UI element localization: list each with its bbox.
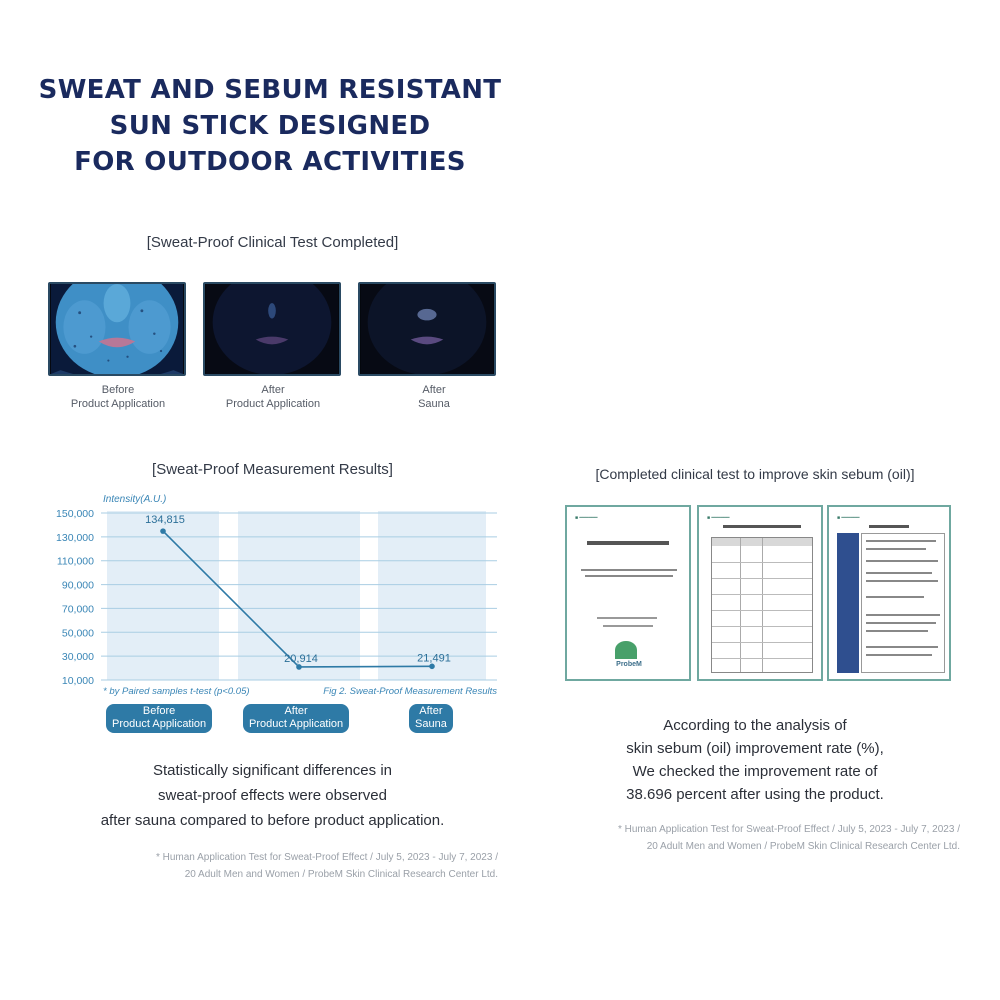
report-cover-document	[565, 505, 691, 681]
sweat-proof-chart	[50, 490, 510, 700]
right-conclusion: According to the analysis of skin sebum (oil) improvement rate (%), We checked the improvement rate of 38.696 percent after using the product.	[626, 717, 884, 803]
y-tick-label: 30,000	[61, 651, 94, 664]
photo-after-sauna	[358, 282, 496, 376]
line-chart	[50, 490, 510, 700]
pill-after-sauna: After Sauna	[409, 704, 453, 733]
y-tick-label: 150,000	[56, 508, 94, 520]
pill-before-application: Before Product Application	[106, 704, 212, 733]
doc-header-icon: ■ ━━━━━━	[837, 515, 860, 521]
headline	[0, 72, 540, 180]
doc-side-column	[837, 533, 859, 673]
caption-after-application: After Product Application	[225, 384, 321, 410]
y-tick-label: 10,000	[61, 675, 94, 687]
photo-before-application	[48, 282, 186, 376]
chart-caption: Fig 2. Sweat-Proof Measurement Results	[323, 686, 497, 697]
doc-table	[861, 533, 945, 673]
data-label: 21,491	[417, 652, 451, 665]
y-tick-label: 130,000	[56, 531, 94, 544]
doc-header-icon: ■ ━━━━━━	[575, 515, 598, 521]
pill-after-application: After Product Application	[243, 704, 349, 733]
probem-logo-icon	[615, 641, 637, 659]
left-footnote: * Human Application Test for Sweat-Proof Effect / July 5, 2023 - July 7, 2023 / 20 Adult Men and Women / ProbeM Skin Clinical Research Center Ltd.	[155, 852, 498, 880]
probem-logo-text: ProbeM	[616, 661, 642, 668]
data-label: 134,815	[145, 514, 185, 527]
left-conclusion: Statistically significant differences in sweat-proof effects were observed after sauna compared to before product application.	[100, 762, 445, 829]
doc-title-line	[587, 541, 669, 545]
measurement-title: [Sweat-Proof Measurement Results]	[152, 461, 393, 478]
doc-header-icon: ■ ━━━━━━	[707, 515, 730, 521]
headline-line-3: FOR OUTDOOR ACTIVITIES	[74, 147, 466, 177]
doc-title-line	[869, 525, 909, 528]
sebum-test-title: [Completed clinical test to improve skin sebum (oil)]	[595, 466, 915, 482]
doc-text-line	[603, 625, 653, 627]
data-label: 20,914	[284, 652, 318, 665]
y-axis-label: Intensity(A.U.)	[103, 494, 167, 505]
caption-before: Before Product Application	[70, 384, 166, 410]
report-summary-document	[827, 505, 951, 681]
doc-text-line	[597, 617, 657, 619]
report-table-document	[697, 505, 823, 681]
data-point	[429, 663, 435, 669]
doc-text-line	[585, 575, 673, 577]
y-tick-label: 50,000	[61, 627, 94, 640]
y-tick-label: 70,000	[61, 603, 94, 616]
right-footnote: * Human Application Test for Sweat-Proof Effect / July 5, 2023 - July 7, 2023 / 20 Adult Men and Women / ProbeM Skin Clinical Research Center Ltd.	[617, 824, 960, 852]
face-uv-image-icon	[360, 284, 494, 374]
y-tick-label: 110,000	[56, 555, 94, 568]
caption-after-sauna: After Sauna	[418, 384, 450, 410]
headline-line-1: SWEAT AND SEBUM RESISTANT	[38, 75, 502, 105]
photo-after-application	[203, 282, 341, 376]
chart-note: * by Paired samples t-test (p<0.05)	[103, 686, 250, 697]
clinical-test-title: [Sweat-Proof Clinical Test Completed]	[146, 234, 399, 251]
face-uv-image-icon	[50, 284, 184, 374]
face-uv-image-icon	[205, 284, 339, 374]
doc-table	[711, 537, 813, 673]
headline-line-2: SUN STICK DESIGNED	[109, 111, 431, 141]
y-tick-label: 90,000	[61, 579, 94, 592]
data-point	[160, 528, 166, 534]
doc-text-line	[581, 569, 677, 571]
data-point	[296, 664, 302, 670]
category-band	[107, 511, 219, 680]
doc-title-line	[723, 525, 801, 528]
